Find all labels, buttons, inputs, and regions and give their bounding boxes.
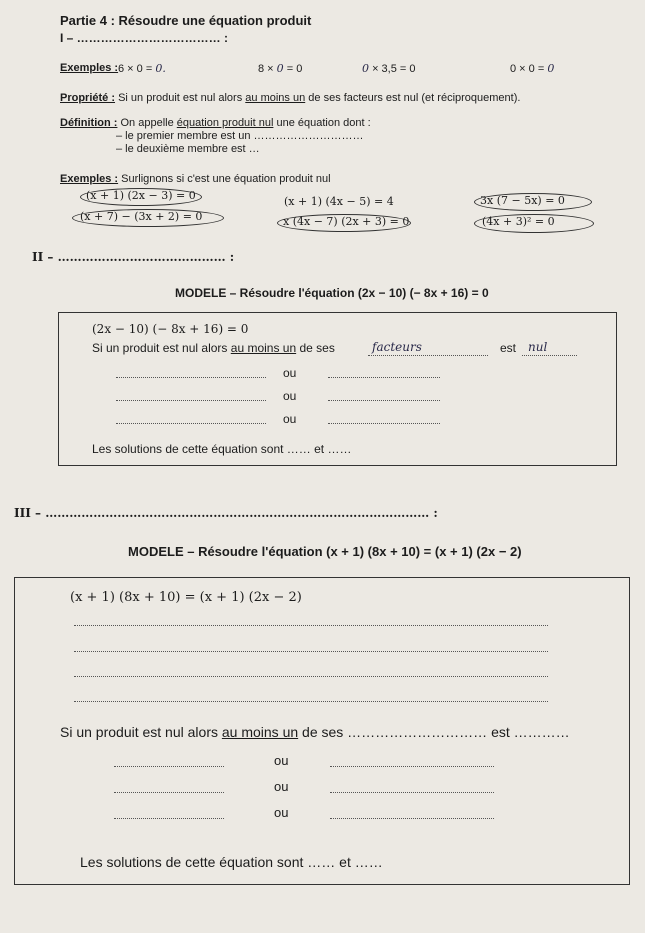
section2-blank-2b[interactable] <box>328 400 440 401</box>
section3-work-line-1[interactable] <box>74 625 548 626</box>
section3-blank-2a[interactable] <box>114 792 224 793</box>
examples-label: Exemples : <box>60 62 119 74</box>
property-underlined: au moins un <box>245 92 306 104</box>
section2-heading: II – …………………………………… : <box>32 250 235 264</box>
example-2-answer: 0 <box>276 62 284 75</box>
section2-blank-3a[interactable] <box>116 423 266 424</box>
section3-work-line-2[interactable] <box>74 651 548 652</box>
section3-blank-3b[interactable] <box>330 818 494 819</box>
definition-line-1: – le premier membre est un ………………………… <box>116 130 364 142</box>
part-title: Partie 4 : Résoudre une équation produit <box>60 13 312 28</box>
section3-solutions: Les solutions de cette équation sont …… et …… <box>80 854 383 870</box>
section2-ou-1: ou <box>283 366 297 380</box>
section2-blank-1b[interactable] <box>328 377 440 378</box>
example-1-text: 6 × 0 = <box>118 63 153 75</box>
section3-rule <box>60 724 570 740</box>
section3-rule-before: Si un produit est nul alors <box>60 724 218 740</box>
section3-blank-3a[interactable] <box>114 818 224 819</box>
example-2 <box>258 62 302 75</box>
section3-work-line-4[interactable] <box>74 701 548 702</box>
equation-3[interactable]: 3x (7 − 5x) = 0 <box>480 194 565 207</box>
section2-answer-nul[interactable]: nul <box>528 340 548 354</box>
section2-ou-3: ou <box>283 412 297 426</box>
property-text-after: de ses facteurs est nul (et réciproquement). <box>308 92 521 104</box>
example-4 <box>510 62 554 75</box>
section3-heading: III – …………………………………………………………………………………… : <box>14 506 438 520</box>
section3-blank-1a[interactable] <box>114 766 224 767</box>
section2-rule-before: Si un produit est nul alors <box>92 341 228 355</box>
equation-5[interactable]: x (4x − 7) (2x + 3) = 0 <box>283 215 410 228</box>
section2-blank-factor <box>368 355 488 356</box>
section1-heading: I – ……………………………… : <box>60 31 229 45</box>
definition-underlined: équation produit nul <box>176 117 274 129</box>
equation-4[interactable]: (x + 7) − (3x + 2) = 0 <box>80 210 203 223</box>
example-2-text: 8 × <box>258 63 274 75</box>
section3-work-line-3[interactable] <box>74 676 548 677</box>
section2-rule-underlined: au moins un <box>230 341 297 355</box>
definition <box>60 117 371 129</box>
section2-rule <box>92 341 335 355</box>
section2-blank-nul <box>522 355 577 356</box>
definition-before: On appelle <box>120 117 174 129</box>
section2-rule-est: est <box>500 341 517 355</box>
section2-blank-1a[interactable] <box>116 377 266 378</box>
example-3 <box>362 62 416 75</box>
section3-ou-3: ou <box>274 805 289 820</box>
section3-rule-after: de ses ………………………… est ………… <box>302 724 570 740</box>
equation-2[interactable]: (x + 1) (4x − 5) = 4 <box>284 195 394 208</box>
exercise-label: Exemples : <box>60 173 119 185</box>
exercise <box>60 173 331 185</box>
property-text-before: Si un produit est nul alors <box>118 92 243 104</box>
section3-equation: (x + 1) (8x + 10) = (x + 1) (2x − 2) <box>70 590 302 605</box>
exercise-text: Surlignons si c'est une équation produit nul <box>121 173 331 185</box>
section3-model-title: MODELE – Résoudre l'équation (x + 1) (8x + 10) = (x + 1) (2x − 2) <box>128 544 522 559</box>
section2-blank-2a[interactable] <box>116 400 266 401</box>
section2-answer-factors[interactable]: facteurs <box>372 340 422 354</box>
section3-blank-1b[interactable] <box>330 766 494 767</box>
section3-blank-2b[interactable] <box>330 792 494 793</box>
definition-line-2: – le deuxième membre est … <box>116 143 260 155</box>
section2-solutions: Les solutions de cette équation sont …… et …… <box>92 442 352 456</box>
section2-ou-2: ou <box>283 389 297 403</box>
section2-model-title: MODELE – Résoudre l'équation (2x − 10) (− 8x + 16) = 0 <box>175 286 489 300</box>
section3-rule-underlined: au moins un <box>221 724 299 740</box>
section2-rule-after: de ses <box>299 341 335 355</box>
example-4-answer: 0 <box>547 62 555 75</box>
section3-ou-1: ou <box>274 753 289 768</box>
section3-ou-2: ou <box>274 779 289 794</box>
example-3-answer: 0 <box>362 62 369 75</box>
example-1 <box>118 62 166 75</box>
example-4-text: 0 × 0 = <box>510 63 545 75</box>
equation-6[interactable]: (4x + 3)² = 0 <box>482 215 555 228</box>
definition-after: une équation dont : <box>276 117 371 129</box>
example-1-answer: 0. <box>155 62 166 75</box>
equation-1[interactable]: (x + 1) (2x − 3) = 0 <box>86 189 196 202</box>
property <box>60 92 520 104</box>
section2-blank-3b[interactable] <box>328 423 440 424</box>
example-2-end: = 0 <box>286 63 303 75</box>
property-label: Propriété : <box>60 92 116 104</box>
example-3-text: × 3,5 = 0 <box>372 63 416 75</box>
section2-equation: (2x − 10) (− 8x + 16) = 0 <box>92 322 249 336</box>
definition-label: Définition : <box>60 117 118 129</box>
